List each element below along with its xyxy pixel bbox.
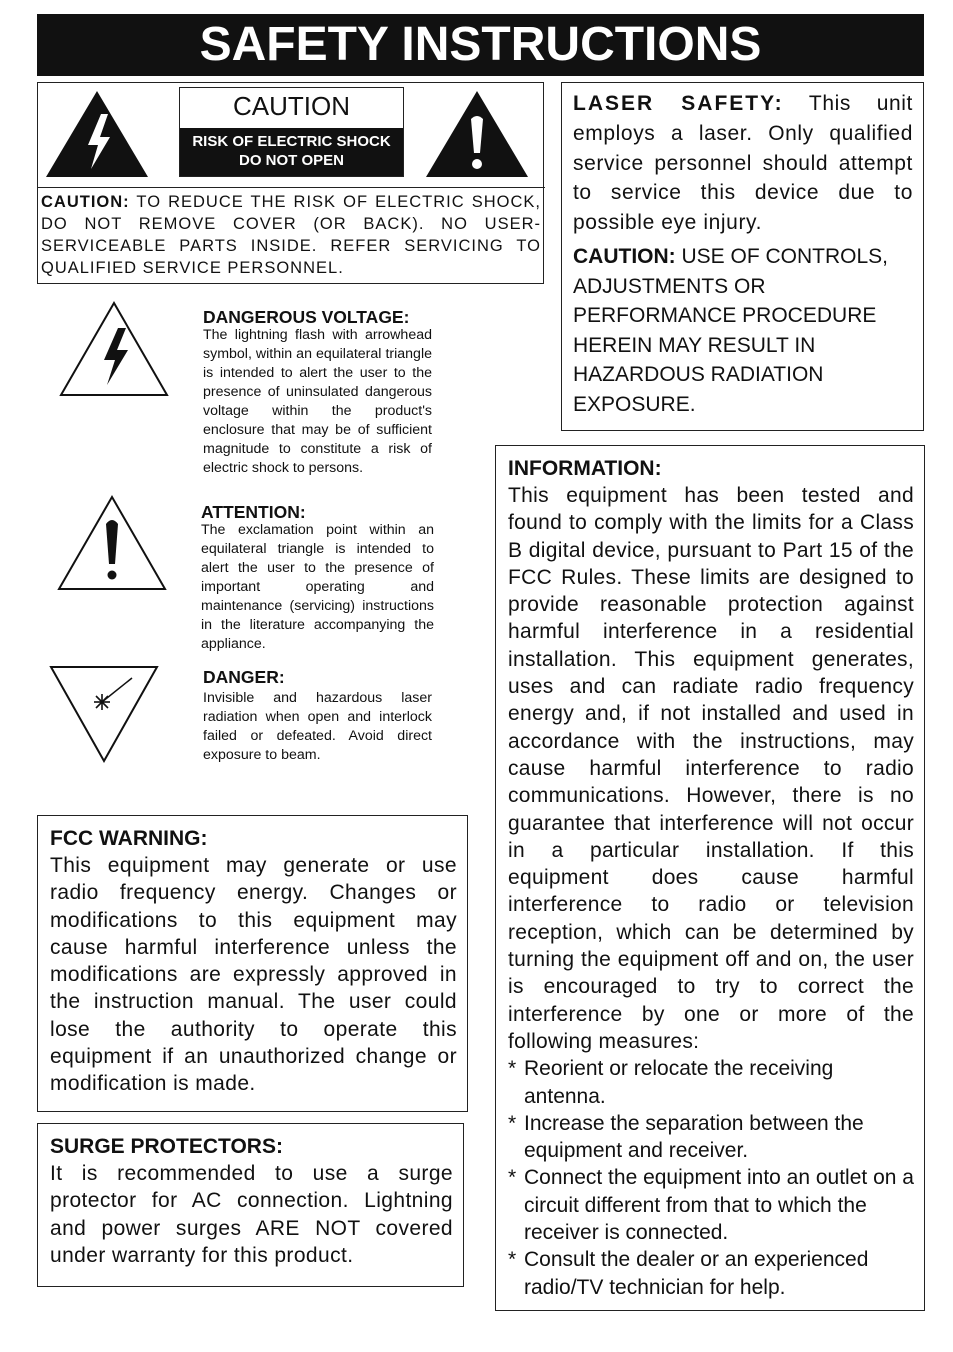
laser-safety-box [561,82,924,431]
laser-warning-icon [48,664,160,764]
lightning-warning-icon [58,300,170,398]
fcc-warning-text: This equipment may generate or use radio frequency energy. Changes or modifications to this equipment may cause harmful interference unless the modifications are expressly approved in the instruction manual. The user could lose the authority to operate this equipment if an unauthorized change or modification is made. [50,854,457,1096]
caution-label-warning: RISK OF ELECTRIC SHOCK DO NOT OPEN [180,128,403,176]
laser-safety-text: LASER SAFETY: This unit employs a laser. Only qualified service personnel should attempt to service this device due to possible eye injury. [573,92,913,235]
fcc-warning-box [37,815,468,1112]
dangerous-voltage-block [203,308,432,478]
surge-protectors-box [37,1123,464,1287]
caution-label-title: CAUTION [233,91,350,121]
surge-protectors-heading: SURGE PROTECTORS: [50,1135,283,1158]
danger-block [203,668,432,765]
lightning-warning-icon [44,89,150,179]
surge-protectors-text: It is recommended to use a surge protector for AC connection. Lightning and power surges ARE NOT covered under warranty for this product. [50,1162,453,1267]
information-measures-list [508,1055,914,1301]
page-title: SAFETY INSTRUCTIONS [37,14,924,76]
list-item: * Increase the separation between the equipment and receiver. [508,1110,914,1165]
laser-caution-text: CAUTION: USE OF CONTROLS, ADJUSTMENTS OR PERFORMANCE PROCEDURE HEREIN MAY RESULT IN HAZARDOUS RADIATION EXPOSURE. [573,244,889,416]
exclamation-warning-icon [424,89,530,179]
dangerous-voltage-text: The lightning flash with arrowhead symbol, within an equilateral triangle is intended to alert the user to the presence of uninsulated dangerous voltage within the product's enclosure that may be of sufficient magnitude to constitute a risk of electric shock to persons. [203,327,432,476]
attention-text: The exclamation point within an equilateral triangle is intended to alert the user to the presence of important operating and maintenance (servicing) instructions in the literature accompanying the appliance. [201,522,434,652]
information-text: This equipment has been tested and found to comply with the limits for a Class B digital device, pursuant to Part 15 of the FCC Rules. These limits are designed to provide reasonable protection against harmful interference in a residential installation. This equipment generates, uses and can radiate radio frequency energy and, if not installed and used in accordance with the instructions, may cause harmful interference to radio communications. However, there is no guarantee that interference will not occur in a particular installation. If this equipment does cause harmful interference to radio or television reception, which can be determined by turning the equipment off and on, the user is encouraged to try to correct the interference by one or more of the following measures: [508,484,914,1053]
attention-heading: ATTENTION: [201,502,306,522]
exclamation-warning-icon [56,494,168,592]
information-box [495,445,925,1311]
caution-label [179,87,404,177]
information-heading: INFORMATION: [508,457,662,480]
list-item: * Connect the equipment into an outlet on a circuit different from that to which the receiver is connected. [508,1164,914,1246]
attention-block [201,503,434,654]
list-item: * Consult the dealer or an experienced radio/TV technician for help. [508,1246,914,1301]
danger-heading: DANGER: [203,667,285,687]
list-item: * Reorient or relocate the receiving antenna. [508,1055,914,1110]
caution-box [37,82,544,284]
caution-text: CAUTION: TO REDUCE THE RISK OF ELECTRIC SHOCK, DO NOT REMOVE COVER (OR BACK). NO USER-SERVICEABLE PARTS INSIDE. REFER SERVICING TO QUALIFIED SERVICE PERSONNEL. [41,193,541,277]
danger-text: Invisible and hazardous laser radiation when open and interlock failed or defeated. Avoid direct exposure to beam. [203,690,432,763]
fcc-warning-heading: FCC WARNING: [50,827,208,850]
dangerous-voltage-heading: DANGEROUS VOLTAGE: [203,307,410,327]
caution-divider [38,187,545,188]
